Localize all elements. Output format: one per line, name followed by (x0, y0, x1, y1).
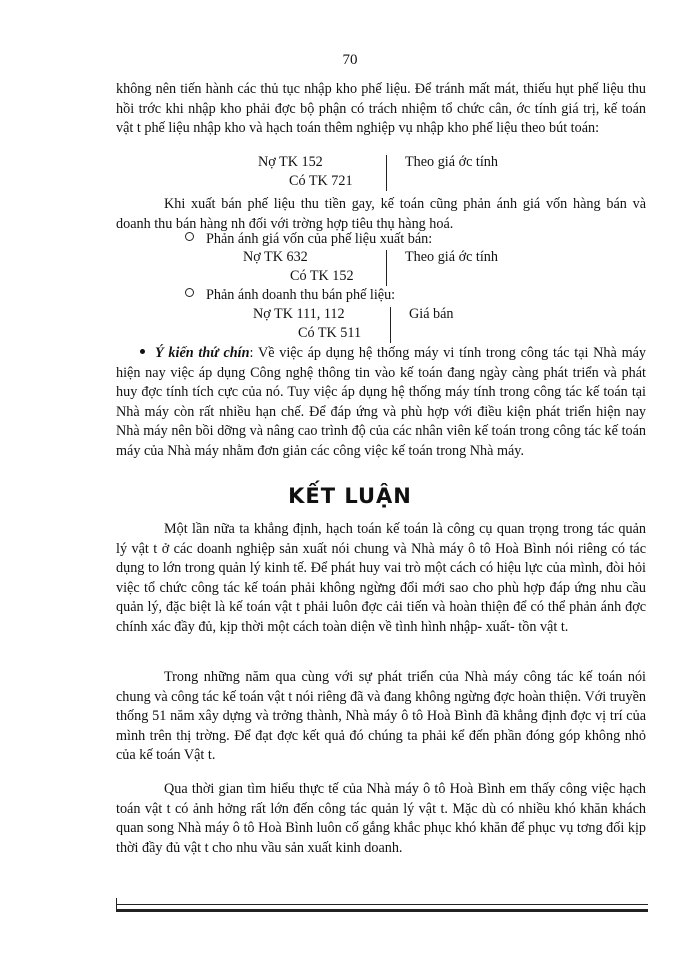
circle-bullet-icon (185, 232, 194, 241)
entry-divider (390, 307, 391, 343)
entry-divider (386, 250, 387, 286)
entry-debit: Nợ TK 152 (258, 154, 323, 170)
sub-item-1 (185, 231, 432, 248)
entry-debit: Nợ TK 632 (243, 249, 308, 265)
entry-credit: Có TK 721 (289, 173, 353, 189)
entry-note: Theo giá ớc tính (405, 154, 498, 170)
section-heading: KẾT LUẬN (288, 484, 412, 508)
sub-item-2-text: Phản ánh doanh thu bán phế liệu: (206, 287, 396, 303)
journal-entry-2 (0, 248, 700, 288)
journal-entry-3 (0, 305, 700, 345)
journal-entry-1 (0, 153, 700, 193)
intro-paragraph: không nên tiến hành các thủ tục nhập kho phế liệu. Để tránh mất mát, thiếu hụt phế liệu thu hồi trớc khi nhập kho phải đợc bộ phận có trách nhiệm tổ chức cân, ớc tính giá trị, kế toán vật t phế liệu nhập kho và hạch toán thêm nghiệp vụ nhập kho phế liệu theo bút toán: (116, 81, 646, 137)
conclusion-paragraph-2: Trong những năm qua cùng với sự phát triển của Nhà máy công tác kế toán nói chung và công tác kế toán vật t nói riêng đã và đang không ngừng đợc hoàn thiện. Với truyền thống 51 năm xây dựng và trởng thành, Nhà máy ô tô Hoà Bình đã khẳng định đợc vị trí của mình trên thị trờng. Để đạt đợc kết quả đó chúng ta phải kể đến phần đóng góp không nhỏ của kế toán Vật t. (116, 669, 646, 764)
entry-debit: Nợ TK 111, 112 (253, 306, 345, 322)
circle-bullet-icon (185, 288, 194, 297)
sub-item-1-text: Phản ánh giá vốn của phế liệu xuất bán: (206, 231, 433, 247)
sub-item-2 (185, 287, 395, 304)
opinion-nine (116, 344, 646, 462)
entry-credit: Có TK 511 (298, 325, 362, 341)
conclusion-paragraph-3: Qua thời gian tìm hiểu thực tế của Nhà máy ô tô Hoà Bình em thấy công việc hạch toán vật t có ảnh hởng rất lớn đến công tác quản lý vật t. Mặc dù có nhiều khó khăn khách quan song Nhà máy ô tô Hoà Bình luôn cố gắng khắc phục khó khăn để phục vụ tơng đối kịp thời đầy đủ vật t cho nhu vầu sản xuất kinh doanh. (116, 781, 646, 856)
bullet-icon (140, 349, 145, 354)
conclusion-paragraph-1: Một lần nữa ta khẳng định, hạch toán kế toán là công cụ quan trọng trong tác quản lý vật t ở các doanh nghiệp sản xuất nói chung và Nhà máy ô tô Hoà Bình nói riêng có tác dụng to lớn trong quản lý kinh tế. Để phát huy vai trò một cách có hiệu lực của mình, đòi hỏi việc tổ chức công tác kế toán phải không ngừng đổi mới sao cho phù hợp đáp ứng nhu cầu quản lý, đặc biệt là kế toán vật t phải luôn đợc cải tiến và hoàn thiện để có thể phản ánh đợc chính xác đầy đủ, kịp thời một cách toàn diện về tình hình nhập- xuất- tồn vật t. (116, 521, 646, 635)
footer-rule-thin (116, 904, 648, 905)
entry-credit: Có TK 152 (290, 268, 354, 284)
opinion-text: : Về việc áp dụng hệ thống máy vi tính trong công tác tại Nhà máy hiện nay việc áp dụng Công nghệ thông tin vào kế toán đang ngày càng phát triển và phát huy đợc tính tích cực của nó. Tuy việc áp dụng hệ thống máy tính trong công tác kế toán tại Nhà máy còn rất nhiều hạn chế. Để đáp ứng và phù hợp với điều kiện phát triển hiện nay Nhà máy nên bồi dỡng và nâng cao trình độ của các nhân viên kế toán trong công tác kế toán máy của Nhà máy nhằm đơn giản các công việc kế toán trong Nhà máy. (116, 345, 646, 459)
sale-paragraph: Khi xuất bán phế liệu thu tiền gay, kế toán cũng phản ánh giá vốn hàng bán và doanh thu bán hàng nh đối với trờng hợp tiêu thụ hàng hoá. (116, 196, 646, 232)
entry-divider (386, 155, 387, 191)
entry-note: Giá bán (409, 306, 454, 322)
page-number: 70 (342, 52, 358, 68)
opinion-lead: Ý kiến thứ chín (155, 345, 250, 361)
footer-rule-thick (116, 909, 648, 912)
entry-note: Theo giá ớc tính (405, 249, 498, 265)
